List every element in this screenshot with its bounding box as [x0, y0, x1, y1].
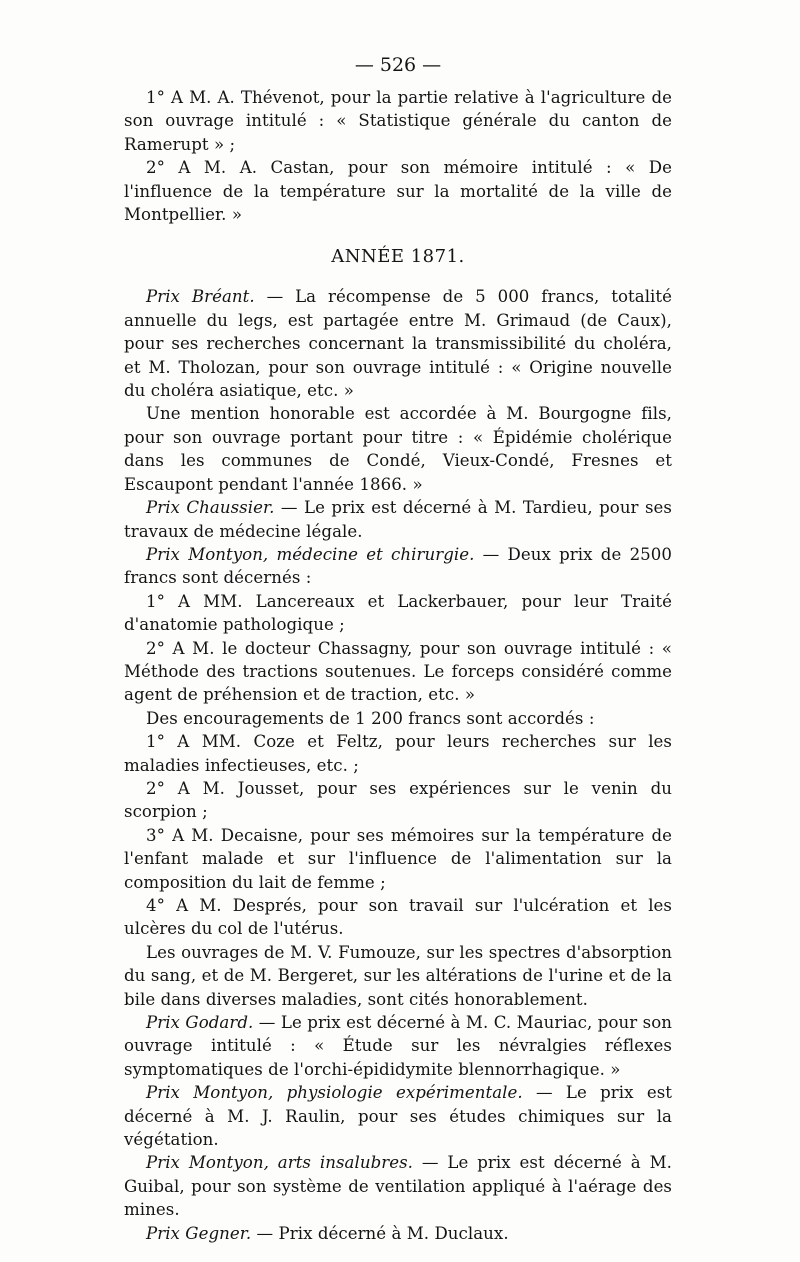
- entry-text: Les ouvrages de M. V. Fumouze, sur les spectres d'absorption du sang, et de M. Bergeret, sur les altérations de l'urine et de la bile dans diverses maladies, sont cités honorablement.: [124, 942, 672, 1009]
- entry-mention-honorable: [124, 402, 672, 496]
- entry-encouragements: [124, 707, 672, 730]
- entry-text: 2° A M. le docteur Chassagny, pour son ouvrage intitulé : « Méthode des tractions soutenues. Le forceps considéré comme agent de préhension et de traction, etc. »: [124, 638, 672, 705]
- entry-text: 3° A M. Decaisne, pour ses mémoires sur la température de l'enfant malade et sur l'influence de l'alimentation sur la composition du lait de femme ;: [124, 825, 672, 892]
- entry-text: 1° A MM. Lancereaux et Lackerbauer, pour leur Traité d'anatomie pathologique ;: [124, 591, 672, 635]
- entry-prix-montyon-arts: [124, 1151, 672, 1221]
- entry-text: — La récompense de 5 000 francs, totalité annuelle du legs, est partagée entre M. Grimaud (de Caux), pour ses recherches concernant la transmissibilité du choléra, et M. Tholozan, pour son ouvrage intitulé : « Origine nouvelle du choléra asiatique, etc. »: [124, 287, 673, 401]
- entry-text: 2° A M. Jousset, pour ses expériences sur le venin du scorpion ;: [124, 778, 672, 822]
- entry-prix-montyon-physiologie: [124, 1081, 672, 1151]
- entry-prix-gegner: [124, 1222, 672, 1245]
- entry-text: — Le prix est décerné à M. J. Raulin, pour ses études chimiques sur la végétation.: [124, 1083, 672, 1150]
- entry-prix-montyon-medecine: [124, 543, 672, 590]
- prize-name: Prix Godard.: [146, 1013, 254, 1033]
- prize-name: Prix Chaussier.: [146, 498, 275, 518]
- prize-name: Prix Bréant.: [146, 287, 255, 307]
- entry-text: 1° A MM. Coze et Feltz, pour leurs recherches sur les maladies infectieuses, etc. ;: [124, 732, 672, 775]
- entry-text: Une mention honorable est accordée à M. Bourgogne fils, pour son ouvrage portant pour titre : « Épidémie cholérique dans les communes de Condé, Vieux-Condé, Fresnes et Escaupont pendant l'année 1866. »: [124, 404, 672, 494]
- entry-text: — Le prix est décerné à M. C. Mauriac, pour son ouvrage intitulé : « Étude sur les névralgies réflexes symptomatiques de l'orchi-épididymite blennorrhagique. »: [124, 1013, 672, 1079]
- prize-name: Prix Montyon, médecine et chirurgie.: [146, 544, 475, 564]
- entry-text: — Le prix est décerné à M. Guibal, pour son système de ventilation appliqué à l'aérage des mines.: [124, 1153, 672, 1220]
- entry-item: [124, 777, 672, 824]
- entry-text: — Prix décerné à M. Duclaux.: [251, 1223, 509, 1243]
- year-heading: ANNÉE 1871.: [331, 246, 465, 268]
- entry-text: 4° A M. Després, pour son travail sur l'ulcération et les ulcères du col de l'utérus.: [124, 896, 672, 939]
- paragraph-1: 1° A M. A. Thévenot, pour la partie relative à l'agriculture de son ouvrage intitulé : « Statistique générale du canton de Ramerupt » ;: [124, 88, 672, 154]
- entry-item: [124, 824, 672, 894]
- entry-text: Des encouragements de 1 200 francs sont accordés :: [146, 708, 595, 728]
- entry-prix-breant: [124, 285, 672, 402]
- entry-item: [124, 590, 672, 637]
- entry-item: [124, 637, 672, 707]
- entry-item: [124, 730, 672, 777]
- entry-item: [124, 894, 672, 941]
- entry-prix-godard: [124, 1011, 672, 1081]
- entry-prix-chaussier: [124, 496, 672, 543]
- prize-name: Prix Gegner.: [146, 1223, 252, 1243]
- page-number: — 526 —: [354, 54, 442, 76]
- entry-cites-honorablement: [124, 941, 672, 1011]
- entry-text: — Le prix est décerné à M. Tardieu, pour ses travaux de médecine légale.: [124, 498, 672, 541]
- entry-text: — Deux prix de 2500 francs sont décernés :: [124, 544, 672, 588]
- prize-name: Prix Montyon, physiologie expérimentale.: [146, 1083, 523, 1103]
- prize-name: Prix Montyon, arts insalubres.: [146, 1153, 413, 1173]
- paragraph-2: 2° A M. A. Castan, pour son mémoire intitulé : « De l'influence de la température sur la mortalité de la ville de Montpellier. »: [124, 158, 672, 225]
